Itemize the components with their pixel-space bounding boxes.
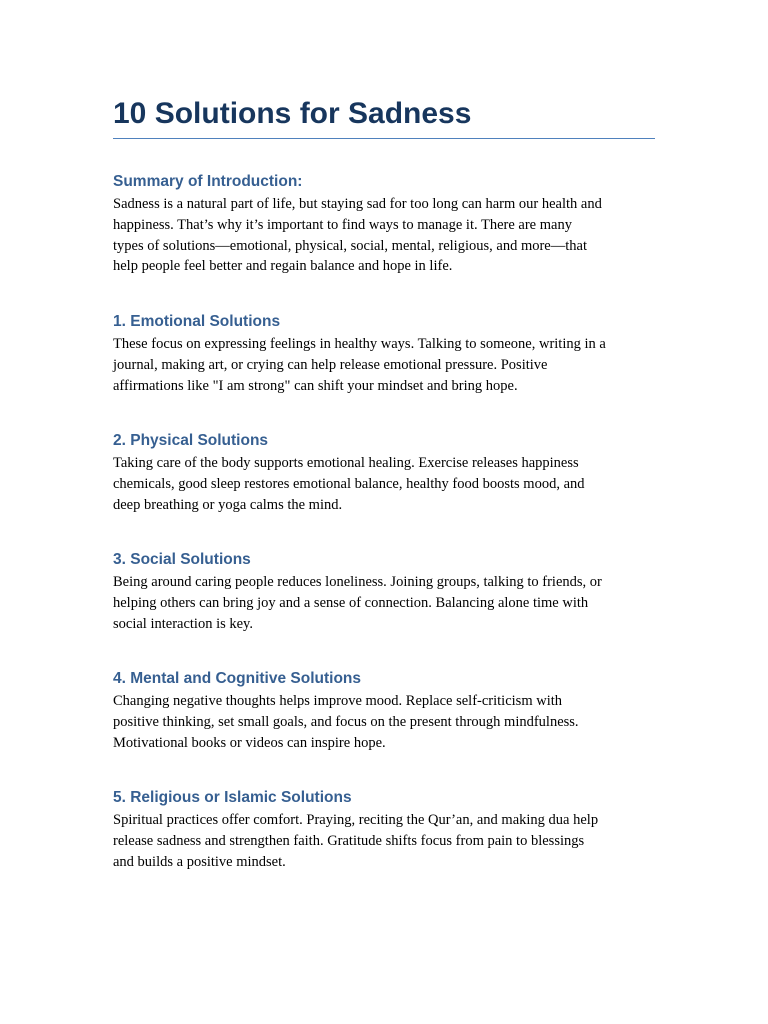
- document-page: [113, 92, 655, 870]
- section-body: [113, 572, 655, 634]
- body-line: positive thinking, set small goals, and focus on the present through mindfulness.: [113, 713, 579, 730]
- body-line: Taking care of the body supports emotional healing. Exercise releases happiness: [113, 455, 579, 471]
- body-line: Changing negative thoughts helps improve mood. Replace self-criticism with: [113, 693, 563, 709]
- body-line: Sadness is a natural part of life, but staying sad for too long can harm our health and: [113, 196, 602, 212]
- body-line: These focus on expressing feelings in healthy ways. Talking to someone, writing in a: [113, 336, 606, 352]
- body-line: social interaction is key.: [113, 615, 253, 632]
- section-heading: 2. Physical Solutions: [113, 432, 269, 449]
- body-line: happiness. That’s why it’s important to find ways to manage it. There are many: [113, 216, 572, 233]
- section-social: [113, 548, 655, 634]
- body-line: chemicals, good sleep restores emotional balance, healthy food boosts mood, and: [113, 475, 585, 492]
- section-heading: 5. Religious or Islamic Solutions: [113, 789, 352, 806]
- body-line: helping others can bring joy and a sense of connection. Balancing alone time with: [113, 594, 589, 611]
- section-mental: [113, 667, 655, 753]
- section-body: [113, 691, 655, 753]
- body-line: and builds a positive mindset.: [113, 853, 286, 870]
- title-divider: [113, 138, 655, 139]
- section-religious: [113, 786, 655, 872]
- section-heading: 3. Social Solutions: [113, 551, 251, 568]
- section-heading: 4. Mental and Cognitive Solutions: [113, 670, 362, 687]
- body-line: Motivational books or videos can inspire hope.: [113, 734, 386, 751]
- section-emotional: [113, 310, 655, 396]
- body-line: types of solutions—emotional, physical, social, mental, religious, and more—that: [113, 237, 587, 254]
- section-heading: Summary of Introduction:: [113, 173, 303, 190]
- page-title: 10 Solutions for Sadness: [113, 97, 472, 130]
- section-body: [113, 810, 655, 872]
- body-line: deep breathing or yoga calms the mind.: [113, 496, 343, 513]
- section-heading: 1. Emotional Solutions: [113, 313, 281, 330]
- body-line: journal, making art, or crying can help release emotional pressure. Positive: [113, 356, 548, 373]
- section-summary: [113, 170, 655, 277]
- section-physical: [113, 429, 655, 515]
- body-line: Being around caring people reduces loneliness. Joining groups, talking to friends, or: [113, 574, 602, 590]
- section-body: [113, 334, 655, 396]
- body-line: help people feel better and regain balance and hope in life.: [113, 258, 453, 275]
- section-body: [113, 453, 655, 515]
- body-line: release sadness and strengthen faith. Gratitude shifts focus from pain to blessings: [113, 832, 585, 849]
- body-line: Spiritual practices offer comfort. Praying, reciting the Qur’an, and making dua help: [113, 812, 599, 828]
- section-body: [113, 194, 655, 277]
- body-line: affirmations like "I am strong" can shift your mindset and bring hope.: [113, 377, 518, 394]
